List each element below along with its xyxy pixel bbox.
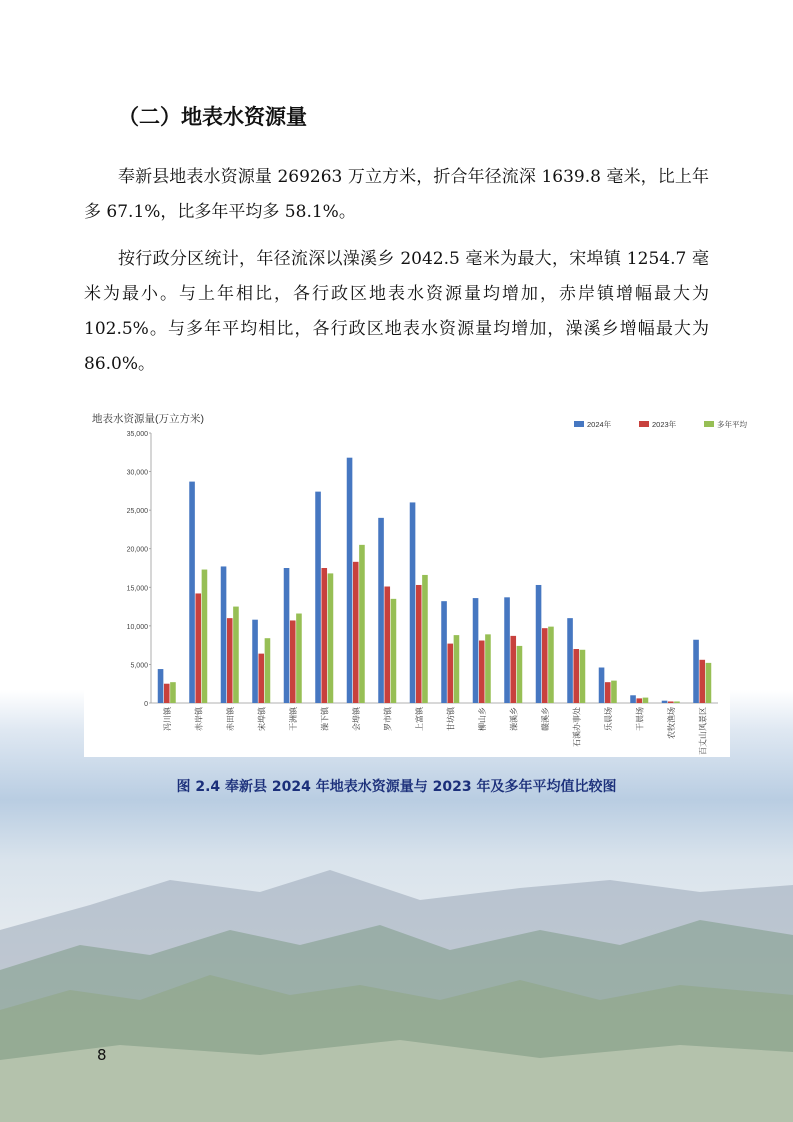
bar-2024年 bbox=[158, 669, 164, 703]
bar-2023年 bbox=[258, 654, 264, 703]
bar-2024年 bbox=[347, 458, 353, 703]
x-tick-label: 乐晨场 bbox=[603, 707, 613, 731]
bar-2024年 bbox=[189, 482, 195, 703]
chart-canvas bbox=[84, 405, 747, 757]
legend-label: 多年平均 bbox=[717, 420, 747, 429]
bar-2023年 bbox=[542, 628, 548, 703]
legend-swatch bbox=[574, 421, 584, 427]
section-heading: （二）地表水资源量 bbox=[118, 105, 307, 129]
bar-2023年 bbox=[290, 620, 296, 703]
y-tick-label: 25,000 bbox=[126, 508, 148, 516]
bar-多年平均 bbox=[580, 650, 586, 703]
bar-多年平均 bbox=[485, 634, 491, 703]
bar-2023年 bbox=[479, 641, 485, 703]
y-tick-label: 35,000 bbox=[126, 431, 148, 438]
bar-2023年 bbox=[353, 562, 359, 703]
x-tick-label: 会埠镇 bbox=[351, 707, 361, 731]
bar-2023年 bbox=[699, 660, 705, 703]
bar-多年平均 bbox=[548, 627, 554, 703]
bar-2024年 bbox=[599, 668, 605, 703]
bar-2023年 bbox=[195, 593, 201, 703]
bar-多年平均 bbox=[643, 698, 649, 703]
bar-2024年 bbox=[567, 618, 573, 703]
bar-多年平均 bbox=[359, 545, 365, 703]
y-tick-label: 30,000 bbox=[126, 469, 148, 477]
y-tick-label: 5,000 bbox=[130, 662, 148, 670]
bar-2023年 bbox=[636, 698, 642, 703]
bar-多年平均 bbox=[706, 663, 712, 703]
bar-2024年 bbox=[315, 492, 321, 703]
legend-swatch bbox=[639, 421, 649, 427]
bar-2023年 bbox=[321, 568, 327, 703]
y-axis-label: 地表水资源量(万立方米) bbox=[92, 413, 204, 425]
paragraph-2: 按行政分区统计，年径流深以澡溪乡 2042.5 毫米为最大，宋埠镇 1254.7 毫米为最小。与上年相比，各行政区地表水资源量均增加，赤岸镇增幅最大为 102.5%。与多年平均相比，各行政区地表水资源量均增加，澡溪乡增幅最大为 86.0%。 bbox=[84, 249, 709, 374]
legend-label: 2023年 bbox=[652, 420, 677, 429]
x-tick-label: 赤田镇 bbox=[225, 707, 235, 731]
y-tick-label: 15,000 bbox=[126, 585, 148, 593]
y-tick-label: 10,000 bbox=[126, 623, 148, 631]
bar-多年平均 bbox=[328, 573, 334, 703]
bar-2024年 bbox=[410, 502, 416, 703]
page-number: 8 bbox=[97, 1046, 107, 1064]
x-tick-label: 农牧渔场 bbox=[666, 707, 676, 739]
x-tick-label: 柳山乡 bbox=[477, 707, 487, 731]
bar-多年平均 bbox=[265, 638, 271, 703]
x-tick-label: 澡下镇 bbox=[320, 707, 330, 731]
bar-2023年 bbox=[573, 649, 579, 703]
x-tick-label: 罗市镇 bbox=[383, 707, 393, 731]
bar-2024年 bbox=[662, 701, 668, 703]
bar-2024年 bbox=[441, 601, 447, 703]
bar-多年平均 bbox=[202, 570, 208, 703]
bar-2024年 bbox=[693, 640, 699, 703]
bar-2024年 bbox=[630, 695, 636, 703]
bar-多年平均 bbox=[454, 635, 460, 703]
x-tick-label: 石溪办事处 bbox=[572, 707, 582, 747]
bar-2023年 bbox=[384, 587, 390, 703]
bar-多年平均 bbox=[674, 701, 680, 703]
bar-2023年 bbox=[668, 701, 674, 703]
figure-caption: 图 2.4 奉新县 2024 年地表水资源量与 2023 年及多年平均值比较图 bbox=[176, 779, 617, 795]
bar-2024年 bbox=[504, 597, 510, 703]
x-tick-label: 甘坊镇 bbox=[446, 707, 456, 731]
bar-多年平均 bbox=[517, 646, 523, 703]
x-tick-label: 赤岸镇 bbox=[194, 707, 204, 731]
bar-2023年 bbox=[510, 636, 516, 703]
x-tick-label: 冯川镇 bbox=[162, 707, 172, 731]
bar-多年平均 bbox=[233, 607, 239, 703]
y-tick-label: 20,000 bbox=[126, 546, 148, 554]
bar-2023年 bbox=[416, 585, 422, 703]
paragraph-1: 奉新县地表水资源量 269263 万立方米，折合年径流深 1639.8 毫米，比上年多 67.1%，比多年平均多 58.1%。 bbox=[84, 167, 709, 222]
bar-2024年 bbox=[284, 568, 290, 703]
legend-label: 2024年 bbox=[587, 420, 612, 429]
bar-2023年 bbox=[447, 644, 453, 703]
bar-2023年 bbox=[227, 618, 233, 703]
bar-多年平均 bbox=[611, 681, 617, 703]
bar-多年平均 bbox=[296, 614, 302, 703]
bar-2024年 bbox=[536, 585, 542, 703]
x-tick-label: 赣溪乡 bbox=[540, 707, 550, 731]
x-tick-label: 干洲镇 bbox=[288, 707, 298, 731]
bar-chart bbox=[84, 405, 747, 757]
legend-swatch bbox=[704, 421, 714, 427]
y-tick-label: 0 bbox=[144, 701, 148, 708]
x-tick-label: 百丈山风景区 bbox=[698, 707, 708, 755]
bar-2023年 bbox=[164, 684, 170, 703]
bar-2024年 bbox=[378, 518, 384, 703]
bar-2023年 bbox=[605, 682, 611, 703]
bar-2024年 bbox=[252, 620, 258, 703]
bar-2024年 bbox=[221, 566, 227, 703]
bar-2024年 bbox=[473, 598, 479, 703]
x-tick-label: 上富镇 bbox=[414, 707, 424, 731]
x-tick-label: 宋埠镇 bbox=[257, 707, 267, 731]
bar-多年平均 bbox=[422, 575, 428, 703]
x-tick-label: 干晨场 bbox=[635, 707, 645, 731]
bar-多年平均 bbox=[391, 599, 397, 703]
x-tick-label: 澡溪乡 bbox=[509, 707, 519, 731]
bar-多年平均 bbox=[170, 682, 176, 703]
